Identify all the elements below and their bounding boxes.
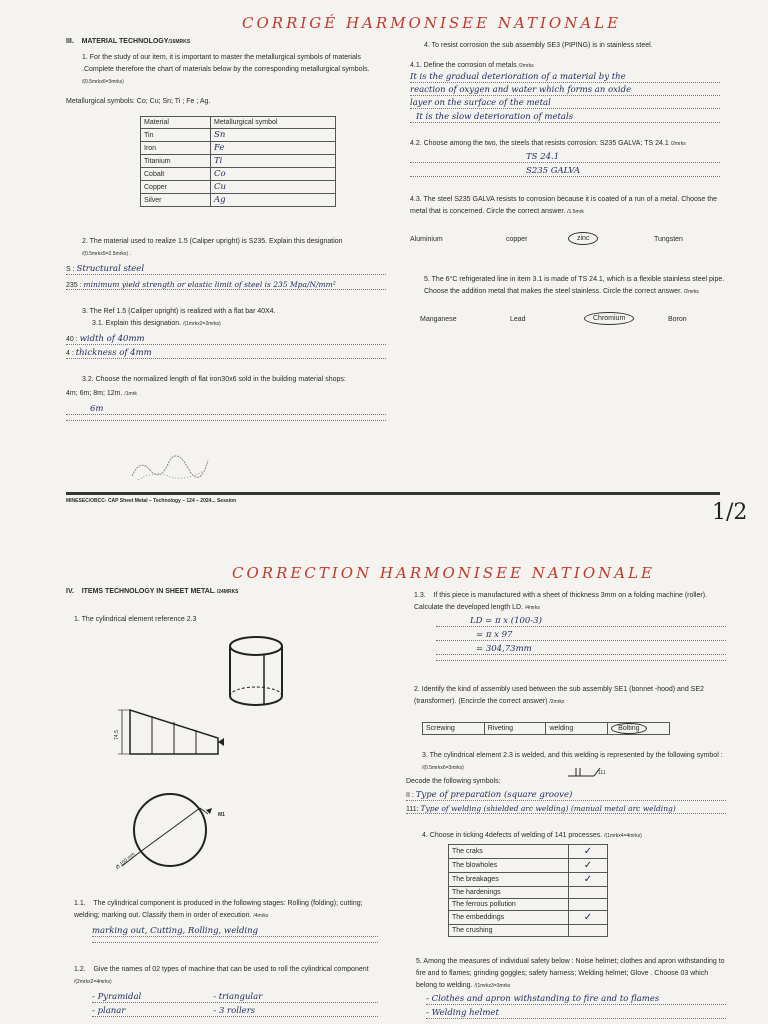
page-number: 1/2 (712, 500, 748, 525)
page-footer: MINESEC/OBCC- CAP Sheet Metal – Technology – 124 – 2024... Session (66, 498, 237, 504)
q13-answer-2: = π x 97 (436, 630, 726, 641)
dimension-label: 74,5 (113, 730, 120, 740)
section-heading: IV. ITEMS TECHNOLOGY IN SHEET METAL. /24MRKS (66, 588, 239, 595)
table-row: The craks ✓ (449, 845, 608, 859)
q3-111-answer: 111: Type of welding (shielded arc welding) (manual metal arc welding) (406, 804, 726, 814)
q5-option-lead[interactable]: Lead (510, 316, 526, 323)
table-row: Titanium Ti (141, 155, 336, 168)
table-header: Material (141, 117, 211, 129)
answer-line (92, 942, 378, 943)
q43-option-copper[interactable]: copper (506, 236, 528, 243)
table-header: Metallurgical symbol (211, 117, 336, 129)
section-heading: III. MATERIAL TECHNOLOGY/16MRKS (66, 38, 191, 45)
table-row: The blowholes ✓ (449, 859, 608, 873)
q5-answer-1: - Clothes and apron withstanding to fire and to flames (426, 994, 726, 1005)
q2-235-answer: 235 : minimum yield strength or elastic limit of steel is 235 Mpa/N/mm² (66, 280, 386, 290)
defects-table (448, 844, 608, 937)
q5-text: 5. Among the measures of individual safety below : Noise helmet; clothes and apron withstanding to fire and to flames; grinding goggles; safety harness; Welding helmet; Glove . Choose 03 which belong to welding. /(1mrkx3=3mrks (416, 958, 725, 989)
q42-answer-1: TS 24.1 (410, 152, 720, 163)
q13-text: 1.3. If this piece is manufactured with a sheet of thickness 3mm on a folding machine (roller). Calculate the developed length LD. /4mrks (414, 592, 707, 611)
q5-option-chromium[interactable]: Chromium (584, 312, 634, 325)
q41-answer-line-3: layer on the surface of the metal (410, 98, 720, 109)
check-icon[interactable]: ✓ (569, 845, 608, 859)
check-box[interactable] (569, 887, 608, 899)
q41-answer-line-4: It is the slow deterioration of metals (410, 112, 720, 123)
cylinder-drawing (224, 634, 288, 708)
option-riveting[interactable]: Riveting (484, 723, 546, 735)
q41-text: 4.1. Define the corrosion of metals /2mrks (410, 62, 534, 69)
q31-40-answer: 40 : width of 40mm (66, 334, 386, 345)
answer-line (436, 660, 726, 661)
table-row: The breakages ✓ (449, 873, 608, 887)
check-box[interactable] (569, 925, 608, 937)
q12-answer-2: - planar - 3 rollers (92, 1006, 378, 1017)
page-separator (66, 492, 720, 495)
q2-text: 2. The material used to realize 1.5 (Caliper upright) is S235. Explain this designation /(0.5mrkx5=2.5mrks) . (82, 238, 343, 257)
check-box[interactable] (569, 899, 608, 911)
q12-answer-1: - Pyramidal - triangular (92, 992, 378, 1003)
check-icon[interactable]: ✓ (569, 911, 608, 925)
q5-option-manganese[interactable]: Manganese (420, 316, 457, 323)
option-welding[interactable]: welding (546, 723, 608, 735)
diameter-label: Ø 100 mm (114, 851, 137, 871)
q43-text: 4.3. The steel S235 GALVA resists to corrosion because it is coated of a run of a metal. Choose the metal that is concerned. Circle the correct answer. /1.5mrk (410, 196, 718, 215)
circle-drawing (116, 786, 216, 876)
q43-option-tungsten[interactable]: Tungsten (654, 236, 683, 243)
q3-decode: Decode the following symbols: (406, 778, 501, 785)
page-2 (0, 540, 768, 1024)
table-row: Copper Cu (141, 181, 336, 194)
q11-answer: marking out, Cutting, Rolling, welding (92, 926, 378, 937)
q5-option-boron[interactable]: Boron (668, 316, 687, 323)
page-title: CORRECTION HARMONISEE NATIONALE (232, 564, 655, 582)
weld-label: M1 (218, 812, 225, 818)
check-icon[interactable]: ✓ (569, 859, 608, 873)
q13-answer-3: = 304,73mm (436, 644, 726, 655)
q12-text: 1.2. Give the names of 02 types of machine that can be used to roll the cylindrical component /(2mrkx2=4mrks) (74, 966, 369, 985)
table-row: The hardenings (449, 887, 608, 899)
symbols-line: Metallurgical symbols: Co; Cu; Sn; Ti ; Fe ; Ag. (66, 98, 211, 105)
table-row: Iron Fe (141, 142, 336, 155)
q2-s-answer: S : Structural steel (66, 264, 386, 275)
q3-text: 3. The Ref 1.5 (Caliper upright) is realized with a flat bar 40X4. (82, 308, 276, 315)
option-bolting[interactable]: Bolting (608, 723, 670, 735)
assembly-options (422, 722, 670, 735)
table-row: Cobalt Co (141, 168, 336, 181)
stamp-scribble (128, 450, 212, 484)
page-title: CORRIGÉ HARMONISEE NATIONALE (242, 14, 622, 32)
q5-answer-2: - Welding helmet (426, 1008, 726, 1019)
q11-text: 1.1. The cylindrical component is produced in the following stages: Rolling (folding); cutting; welding; marking out. Classify them in order of execution. /4mrks (74, 900, 363, 919)
weld-symbol-label: 111 (598, 770, 606, 776)
q32-options: 4m; 6m; 8m; 12m. /1mrk (66, 390, 137, 397)
q1-text: 1. The cylindrical element reference 2.3 (74, 616, 197, 623)
table-row: Tin Sn (141, 129, 336, 142)
table-row: The crushing (449, 925, 608, 937)
q32-text: 3.2. Choose the normalized length of flat iron30x6 sold in the building material shops: (82, 376, 346, 383)
q43-option-aluminium[interactable]: Aluminium (410, 236, 443, 243)
q4-text: 4. Choose in ticking 4defects of welding of 141 processes. /(1mrkx4=4mrks) (422, 832, 642, 839)
q31-text: 3.1. Explain this designation. /(1mrkx2=2mrks) (92, 320, 221, 327)
q3-text: 3. The cylindrical element 2.3 is welded, and this welding is represented by the following symbol : /(0.5mrkx6=3mrks) (422, 752, 723, 771)
q5-text: 5. The 6°C refrigerated line in item 3.1 is made of TS 24.1, which is a flexible stainless steel pipe. Choose the addition metal that makes the steel stainless. Circle the correct answer. /2mrks (424, 276, 725, 295)
material-table (140, 116, 336, 207)
q41-answer-line-1: It is the gradual deterioration of a material by the (410, 72, 720, 83)
q31-4-answer: 4 : thickness of 4mm (66, 348, 386, 359)
q42-answer-2: S235 GALVA (410, 166, 720, 177)
q1-text: 1. For the study of our item, it is important to master the metallurgical symbols of materials .Complete therefore the chart of materials below by the corresponding metallurgical symbols. /(0.5mrkx6=3mrks) (82, 54, 370, 85)
q4-text: 4. To resist corrosion the sub assembly SE3 (PIPING) is in stainless steel. (424, 42, 653, 49)
table-row: The ferrous pollution (449, 899, 608, 911)
q3-ii-answer: II : Type of preparation (square groove) (406, 790, 726, 801)
q13-answer-1: LD = π x (100-3) (436, 616, 726, 627)
q42-text: 4.2. Choose among the two, the steels that resists corrosion: S235 GALVA; TS 24.1 /2mrks (410, 140, 686, 147)
check-icon[interactable]: ✓ (569, 873, 608, 887)
table-row: The embeddings ✓ (449, 911, 608, 925)
q43-option-zinc[interactable]: zinc (568, 232, 598, 245)
table-row: Silver Ag (141, 194, 336, 207)
q41-answer-line-2: reaction of oxygen and water which forms an oxide (410, 85, 720, 96)
q2-text: 2. Identify the kind of assembly used between the sub assembly SE1 (bonnet -hood) and SE2 (transformer). (Encircle the correct answer) /2mrks (414, 686, 704, 705)
option-screwing[interactable]: Screwing (423, 723, 485, 735)
development-drawing (118, 704, 228, 760)
answer-line (66, 420, 386, 421)
q32-answer: 6m (66, 404, 386, 415)
